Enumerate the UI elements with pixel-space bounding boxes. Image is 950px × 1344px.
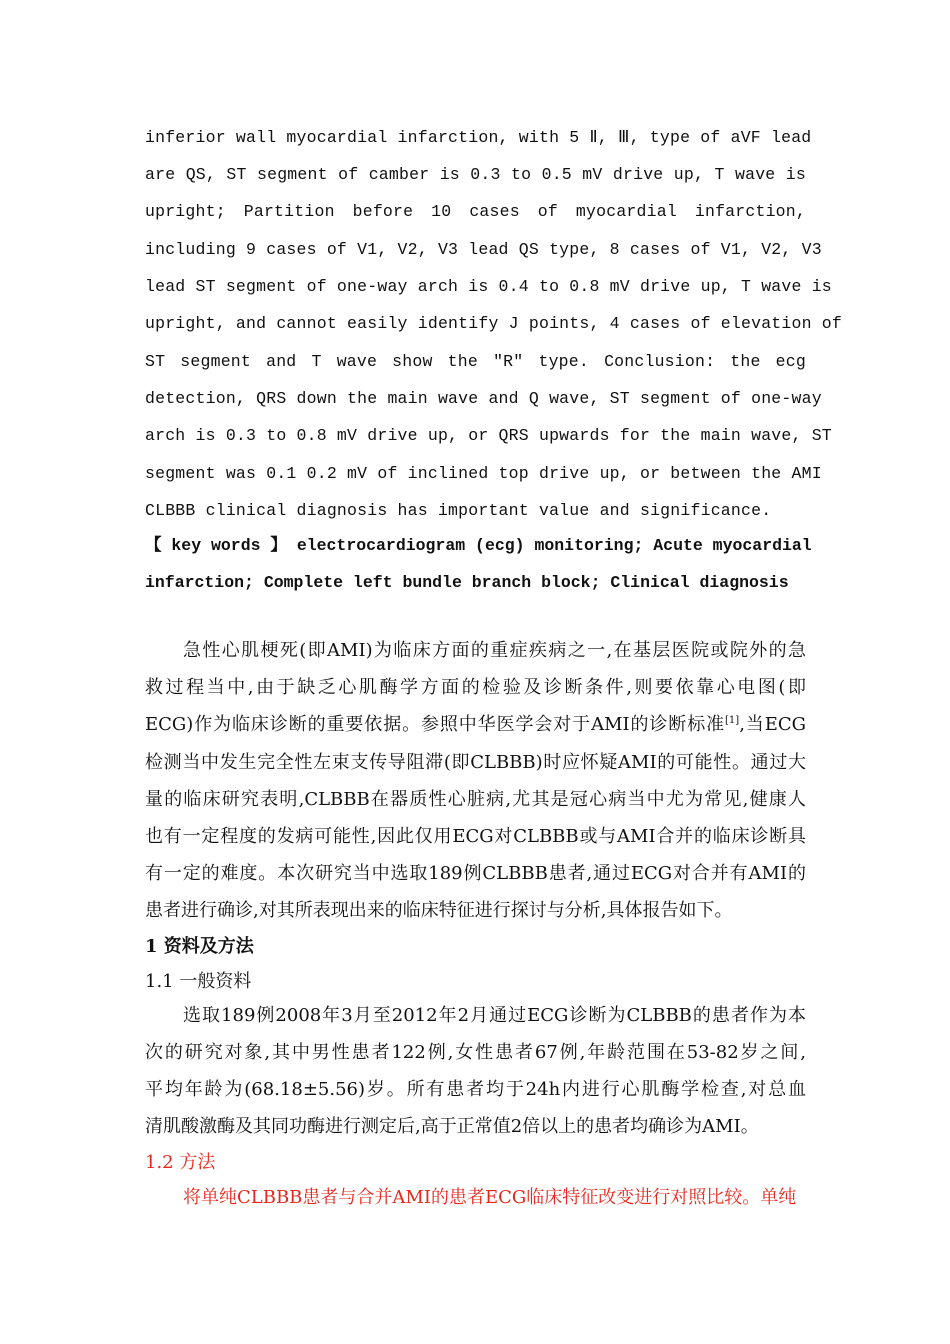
abstract-line: CLBBB clinical diagnosis has important value and significance.: [145, 501, 772, 520]
intro-line: 检测当中发生完全性左束支传导阻滞(即CLBBB)时应怀疑AMI的可能性。通过大: [145, 752, 806, 773]
subsection-heading: 1.1 一般资料: [145, 971, 252, 992]
section-1-1-line: 清肌酸激酶及其同功酶进行测定后,高于正常值2倍以上的患者均确诊为AMI。: [145, 1116, 759, 1137]
section-1-1-line: 平均年龄为(68.18±5.56)岁。所有患者均于24h内进行心肌酶学检查,对总血: [145, 1079, 806, 1100]
methods-line: 将单纯CLBBB患者与合并AMI的患者ECG临床特征改变进行对照比较。单纯: [183, 1187, 797, 1208]
keywords-line: 【 key words 】 electrocardiogram (ecg) monitoring; Acute myocardial: [145, 536, 812, 555]
abstract-line: lead ST segment of one-way arch is 0.4 to 0.8 mV drive up, T wave is: [145, 277, 832, 296]
citation-ref: [1]: [725, 715, 740, 726]
abstract-line: are QS, ST segment of camber is 0.3 to 0.5 mV drive up, T wave is: [145, 165, 806, 184]
intro-line: 也有一定程度的发病可能性,因此仅用ECG对CLBBB或与AMI合并的临床诊断具: [145, 826, 806, 847]
section-1-1-line: 次的研究对象,其中男性患者122例,女性患者67例,年龄范围在53-82岁之间,: [145, 1042, 806, 1063]
abstract-line: arch is 0.3 to 0.8 mV drive up, or QRS upwards for the main wave, ST: [145, 426, 832, 445]
intro-line: 患者进行确诊,对其所表现出来的临床特征进行探讨与分析,具体报告如下。: [145, 900, 733, 921]
section-heading: 1 资料及方法: [145, 936, 254, 957]
intro-line-tail: ,当ECG: [739, 714, 806, 735]
subsection-heading-methods: 1.2 方法: [145, 1152, 216, 1173]
intro-line-text: ECG)作为临床诊断的重要依据。参照中华医学会对于AMI的诊断标准: [145, 714, 726, 735]
abstract-line: inferior wall myocardial infarction, with 5 Ⅱ, Ⅲ, type of aVF lead: [145, 128, 812, 147]
keywords-line: infarction; Complete left bundle branch block; Clinical diagnosis: [145, 573, 789, 592]
abstract-line: ST segment and T wave show the "R" type. Conclusion: the ecg: [145, 352, 806, 371]
abstract-line: upright; Partition before 10 cases of myocardial infarction,: [145, 202, 806, 221]
abstract-line: segment was 0.1 0.2 mV of inclined top drive up, or between the AMI: [145, 464, 822, 483]
section-1-1-line: 选取189例2008年3月至2012年2月通过ECG诊断为CLBBB的患者作为本: [183, 1005, 806, 1026]
abstract-line: including 9 cases of V1, V2, V3 lead QS type, 8 cases of V1, V2, V3: [145, 240, 822, 259]
intro-line: 救过程当中,由于缺乏心肌酶学方面的检验及诊断条件,则要依靠心电图(即: [145, 677, 806, 698]
abstract-line: upright, and cannot easily identify J points, 4 cases of elevation of: [145, 314, 843, 333]
intro-line: 量的临床研究表明,CLBBB在器质性心脏病,尤其是冠心病当中尤为常见,健康人: [145, 789, 806, 810]
abstract-line: detection, QRS down the main wave and Q wave, ST segment of one-way: [145, 389, 822, 408]
intro-line: 急性心肌梗死(即AMI)为临床方面的重症疾病之一,在基层医院或院外的急: [183, 640, 806, 661]
intro-line: 有一定的难度。本次研究当中选取189例CLBBB患者,通过ECG对合并有AMI的: [145, 863, 806, 884]
intro-line-with-citation: [145, 713, 806, 737]
